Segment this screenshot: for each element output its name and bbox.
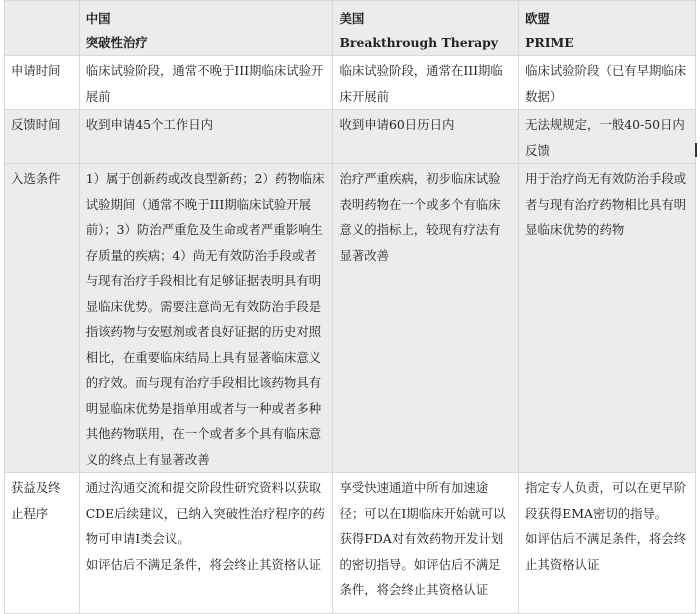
header-china [79,1,333,56]
cell-us: 治疗严重疾病，初步临床试验表明药物在一个或多个有临床意义的指标上，较现有疗法有显著改善 [333,164,519,473]
cell-eu [519,473,696,614]
row-label: 入选条件 [5,164,80,473]
table-row-benefits-termination [5,473,696,614]
table-row-application-time [5,56,696,110]
header-us-country: 美国 [339,11,365,26]
cell-china [79,473,333,614]
table-row-eligibility [5,164,696,473]
text-cursor-mark [695,143,697,157]
header-eu [519,1,696,56]
header-china-country: 中国 [85,11,111,26]
cell-paragraph: 如评估后不满足条件，将会终止其资格认证 [85,556,322,572]
cell-us: 收到申请60日历日内 [333,110,519,164]
cell-us: 临床试验阶段，通常在III期临床开展前 [333,56,519,110]
cell-eu: 临床试验阶段（已有早期临床数据） [519,56,696,110]
cell-eu: 无法规规定，一般40-50日内反馈 [519,110,696,164]
cell-paragraph: 指定专人负责，可以在更早阶段获得EMA密切的指导。 [525,480,687,521]
cell-china: 1）属于创新药或改良型新药；2）药物临床试验期间（通常不晚于III期临床试验开展前）；3）防治严重危及生命或者严重影响生存质量的疾病；4）尚无有效防治手段或者与现有治疗手段相比有足够证据表明具有明显临床优势。需要注意尚无有效防治手段是指该药物与安慰剂或者良好证据的历史对照相比，在重要临床结局上具有显著临床意义的疗效。而与现有治疗手段相比该药物具有明显临床优势是指单用或者与一种或者多种其他药物联用，在一个或者多个具有临床意义的终点上有显著改善 [79,164,333,473]
cell-eu: 用于治疗尚无有效防治手段或者与现有治疗药物相比具有明显临床优势的药物 [519,164,696,473]
table-header-row [5,1,696,56]
cell-china: 临床试验阶段，通常不晚于III期临床试验开展前 [79,56,333,110]
table-row-feedback-time [5,110,696,164]
row-label: 申请时间 [5,56,80,110]
header-us-program: Breakthrough Therapy [339,35,499,50]
header-eu-country: 欧盟 [525,11,550,26]
cell-china: 收到申请45个工作日内 [79,110,333,164]
row-label: 反馈时间 [5,110,80,164]
cell-paragraph: 如评估后不满足条件，将会终止其资格认证 [525,531,687,572]
header-empty-cell [5,1,80,56]
comparison-table [4,0,696,614]
cell-us: 享受快速通道中所有加速途径；可以在I期临床开始就可以获得FDA对有效药物开发计划的密切指导。如评估后不满足条件，将会终止其资格认证 [333,473,519,614]
cell-paragraph: 通过沟通交流和提交阶段性研究资料以获取CDE后续建议，已纳入突破性治疗程序的药物可申请I类会议。 [85,480,325,546]
header-us [333,1,519,56]
row-label: 获益及终止程序 [5,473,80,614]
header-eu-program: PRIME [525,35,574,50]
header-china-program: 突破性治疗 [85,35,148,50]
